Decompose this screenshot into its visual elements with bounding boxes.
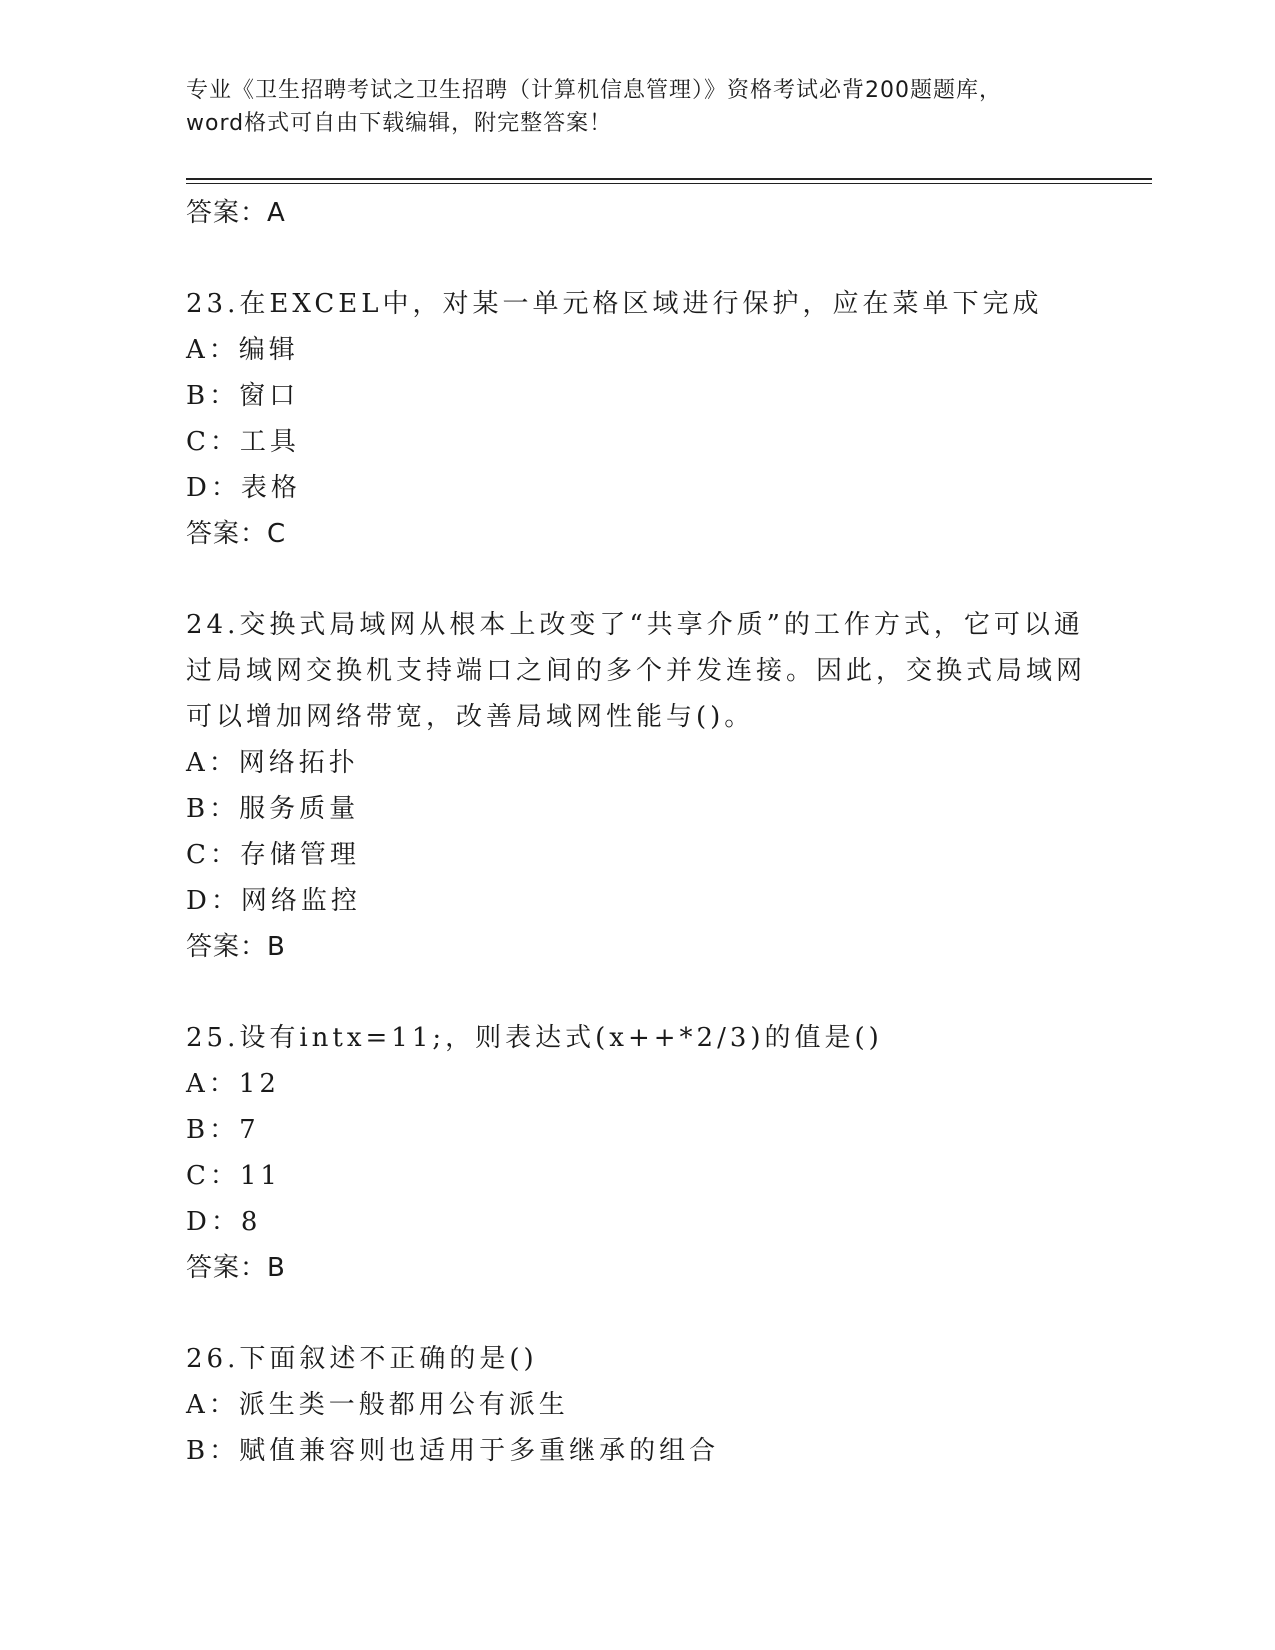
option-d: D：8 <box>186 1207 262 1237</box>
question-text: 过局域网交换机支持端口之间的多个并发连接。因此，交换式局域网 <box>186 656 1087 686</box>
question-block <box>186 1336 1086 1474</box>
option-c: C：11 <box>186 1161 281 1191</box>
question-block <box>186 602 1086 970</box>
option-b: B：7 <box>186 1115 260 1145</box>
header-rule-thin <box>186 183 1152 184</box>
question-block <box>186 1015 1086 1291</box>
question-content <box>186 190 1086 1474</box>
question-block <box>186 281 1086 557</box>
answer-line: 答案：B <box>186 1253 286 1283</box>
question-text: 25.设有intx=11;，则表达式(x++*2/3)的值是() <box>186 1023 883 1053</box>
option-d: D：表格 <box>186 473 301 503</box>
question-text: 可以增加网络带宽，改善局域网性能与()。 <box>186 702 755 732</box>
option-a: A：12 <box>186 1069 280 1099</box>
question-text: 23.在EXCEL中，对某一单元格区域进行保护，应在菜单下完成 <box>186 289 1043 319</box>
option-a: A：网络拓扑 <box>186 748 359 778</box>
option-c: C：工具 <box>186 427 300 457</box>
header-line-1: 专业《卫生招聘考试之卫生招聘（计算机信息管理）》资格考试必背200题题库， <box>186 78 1002 103</box>
option-a: A：编辑 <box>186 335 299 365</box>
question-text: 26.下面叙述不正确的是() <box>186 1344 538 1374</box>
header-line-2: word格式可自由下载编辑，附完整答案！ <box>186 111 613 136</box>
answer-line: 答案：B <box>186 932 286 962</box>
document-header <box>186 74 1086 140</box>
option-b: B：窗口 <box>186 381 300 411</box>
option-b: B：赋值兼容则也适用于多重继承的组合 <box>186 1436 720 1466</box>
option-b: B：服务质量 <box>186 794 360 824</box>
header-rule-thick <box>186 178 1152 180</box>
option-a: A：派生类一般都用公有派生 <box>186 1390 569 1420</box>
option-c: C：存储管理 <box>186 840 360 870</box>
question-text: 24.交换式局域网从根本上改变了“共享介质”的工作方式，它可以通 <box>186 610 1084 640</box>
option-d: D：网络监控 <box>186 886 361 916</box>
answer-line: 答案：A <box>186 198 286 228</box>
answer-line: 答案：C <box>186 519 287 549</box>
